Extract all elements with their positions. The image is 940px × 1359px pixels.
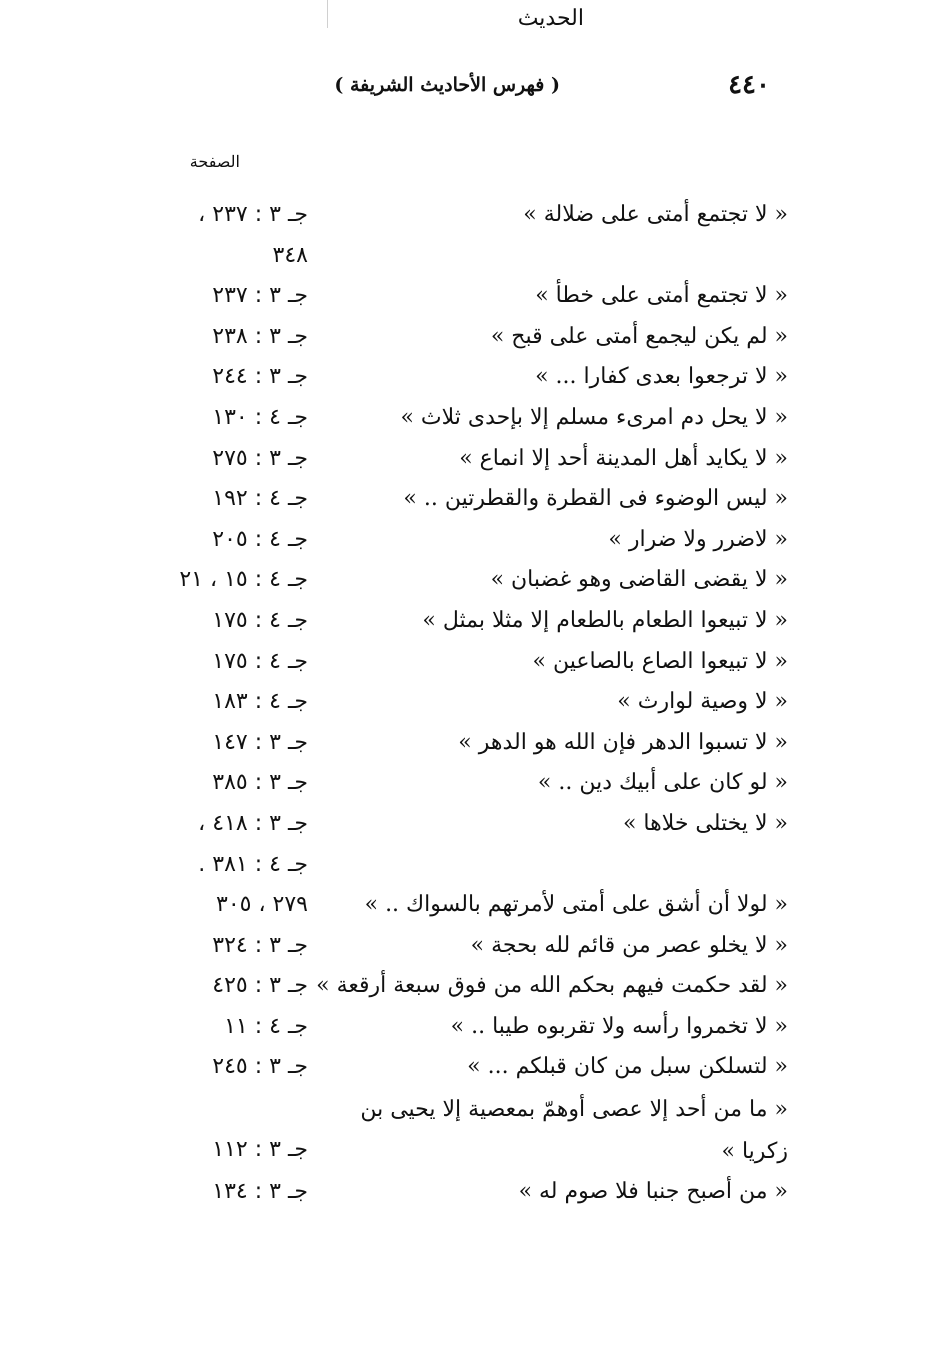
hadith-text: « لا تبيعوا الصاع بالصاعين » <box>532 648 788 674</box>
index-row <box>0 886 940 927</box>
index-row <box>0 683 940 724</box>
index-row <box>0 318 940 359</box>
index-row <box>0 846 940 887</box>
index-row <box>0 1173 940 1214</box>
index-row <box>0 399 940 440</box>
hadith-index-list <box>0 196 940 1214</box>
hadith-text: « لا ترجعوا بعدى كفارا ... » <box>535 364 788 390</box>
index-row <box>0 521 940 562</box>
hadith-text: « لا يكايد أهل المدينة أحد إلا انماع » <box>459 445 788 471</box>
hadith-text: « من أصبح جنبا فلا صوم له » <box>518 1179 788 1205</box>
index-row <box>0 277 940 318</box>
running-title: ( فهرس الأحاديث الشريفة ) <box>334 74 560 96</box>
page-reference: جـ ٣ : ٤١٨ ، <box>198 810 308 836</box>
hadith-text: « لا يقضى القاضى وهو غضبان » <box>490 567 788 593</box>
page-reference: جـ ٤ : ١٧٥ <box>212 607 308 633</box>
page-reference: جـ ٤ : ١٥ ، ٢١ <box>179 567 308 593</box>
page-reference: جـ ٤ : ١٣٠ <box>212 404 308 430</box>
page-reference: جـ ٣ : ١١٢ <box>212 1137 308 1163</box>
index-row <box>0 724 940 765</box>
page-header <box>330 70 770 110</box>
page-reference: جـ ٤ : ٢٠٥ <box>212 526 308 552</box>
hadith-text: « لا وصية لوارث » <box>617 689 788 715</box>
index-row <box>0 237 940 278</box>
index-row <box>0 1048 940 1089</box>
page-reference: جـ ٤ : ١٨٣ <box>212 689 308 715</box>
index-row <box>0 1089 940 1173</box>
hadith-text: « لا يخلو عصر من قائم لله بحجة » <box>470 932 788 958</box>
page-reference: جـ ٣ : ٣٢٤ <box>212 932 308 958</box>
page-reference: جـ ٣ : ٢٤٤ <box>212 364 308 390</box>
page-reference: جـ ٤ : ١٩٢ <box>212 486 308 512</box>
hadith-text: « لا تجتمع أمتى على خطأ » <box>535 283 788 309</box>
page-reference: جـ ٣ : ٤٢٥ <box>212 973 308 999</box>
hadith-text: « لاضرر ولا ضرار » <box>608 526 788 552</box>
page-reference: جـ ٤ : ٣٨١ . <box>198 851 308 877</box>
page-reference: جـ ٣ : ٢٣٧ ، <box>198 202 308 227</box>
hadith-text: « لقد حكمت فيهم بحكم الله من فوق سبعة أرقعة » <box>316 973 788 999</box>
hadith-text: « لو كان على أبيك دين .. » <box>537 770 788 796</box>
page-reference: جـ ٣ : ١٤٧ <box>212 729 308 755</box>
page-reference: جـ ٤ : ١٧٥ <box>212 648 308 674</box>
index-row <box>0 602 940 643</box>
index-row <box>0 805 940 846</box>
page-reference: ٢٧٩ ، ٣٠٥ <box>216 892 308 918</box>
index-row <box>0 1008 940 1049</box>
column-header-hadith: الحديث <box>517 6 584 31</box>
index-row <box>0 196 940 237</box>
hadith-text: « ليس الوضوء فى القطرة والقطرتين .. » <box>403 486 788 512</box>
page-reference: جـ ٣ : ١٣٤ <box>212 1179 308 1205</box>
hadith-text: « لم يكن ليجمع أمتى على قبح » <box>490 323 788 349</box>
index-row <box>0 440 940 481</box>
page-reference: ٣٤٨ <box>272 242 308 268</box>
page-reference: جـ ٣ : ٢٧٥ <box>212 445 308 471</box>
index-row <box>0 927 940 968</box>
index-row <box>0 561 940 602</box>
hadith-text: « لا يختلى خلاها » <box>622 810 788 836</box>
page-number: ٤٤٠ <box>728 70 770 100</box>
hadith-text: « لا يحل دم امرىء مسلم إلا بإحدى ثلاث » <box>400 404 788 430</box>
index-row <box>0 764 940 805</box>
hadith-text: « لولا أن أشق على أمتى لأمرتهم بالسواك .. » <box>364 892 788 918</box>
page-reference: جـ ٣ : ٢٤٥ <box>212 1054 308 1080</box>
hadith-text: « لا تسبوا الدهر فإن الله هو الدهر » <box>458 729 788 755</box>
hadith-text: « لتسلكن سبل من كان قبلكم ... » <box>467 1054 788 1080</box>
index-row <box>0 643 940 684</box>
column-header-page: الصفحة <box>189 152 240 171</box>
index-row <box>0 967 940 1008</box>
hadith-text: « لا تجتمع أمتى على ضلالة » <box>523 202 788 227</box>
hadith-text: « لا تخمروا رأسه ولا تقربوه طيبا .. » <box>450 1013 788 1039</box>
index-row <box>0 358 940 399</box>
page-reference: جـ ٣ : ٢٣٧ <box>212 283 308 309</box>
hadith-text: « لا تبيعوا الطعام بالطعام إلا مثلا بمثل » <box>422 607 788 633</box>
page-reference: جـ ٣ : ٢٣٨ <box>212 323 308 349</box>
top-rule <box>327 0 328 28</box>
page-reference: جـ ٣ : ٣٨٥ <box>212 770 308 796</box>
page-reference: جـ ٤ : ١١ <box>224 1013 308 1039</box>
hadith-text: « ما من أحد إلا عصى أوهمّ بمعصية إلا يحيى بن زكريا » <box>360 1097 788 1165</box>
index-row <box>0 480 940 521</box>
